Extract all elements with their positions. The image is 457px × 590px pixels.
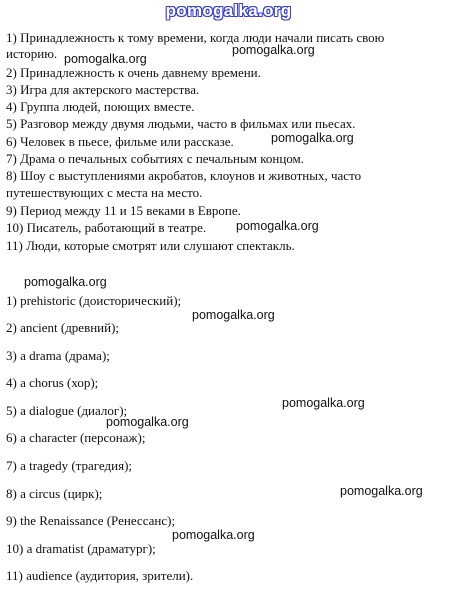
answer-line-5: 5) a dialogue (диалог); bbox=[6, 403, 128, 418]
answer-line-6: 6) a character (персонаж); bbox=[6, 430, 146, 445]
definition-line-6: 6) Человек в пьесе, фильме или рассказе. bbox=[6, 134, 234, 149]
definition-line-8: 8) Шоу с выступлениями акробатов, клоунов и животных, часто bbox=[6, 168, 362, 183]
watermark: pomogalka.org bbox=[64, 52, 147, 66]
watermark: pomogalka.org bbox=[232, 43, 315, 57]
watermark: pomogalka.org bbox=[106, 415, 189, 429]
definition-line-3: 3) Игра для актерского мастерства. bbox=[6, 82, 200, 97]
definition-line-9: 9) Период между 11 и 15 веками в Европе. bbox=[6, 203, 241, 218]
definition-line-2: 2) Принадлежность к очень давнему времени. bbox=[6, 65, 261, 80]
answer-line-11: 11) audience (аудитория, зрители). bbox=[6, 568, 194, 583]
watermark: pomogalka.org bbox=[236, 219, 319, 233]
answer-line-4: 4) a chorus (хор); bbox=[6, 375, 99, 390]
answer-line-2: 2) ancient (древний); bbox=[6, 320, 120, 335]
definition-line-5: 5) Разговор между двумя людьми, часто в фильмах или пьесах. bbox=[6, 116, 356, 131]
watermark: pomogalka.org bbox=[340, 484, 423, 498]
watermark: pomogalka.org bbox=[24, 275, 107, 289]
definition-line-7: 7) Драма о печальных событиях с печальным концом. bbox=[6, 151, 305, 166]
definition-line-8-cont: путешествующих с места на место. bbox=[6, 185, 203, 200]
definition-line-10: 10) Писатель, работающий в театре. bbox=[6, 220, 207, 235]
answer-line-1: 1) prehistoric (доисторический); bbox=[6, 293, 182, 308]
answer-line-3: 3) a drama (драма); bbox=[6, 348, 110, 363]
definition-line-11: 11) Люди, которые смотрят или слушают спектакль. bbox=[6, 238, 295, 253]
watermark: pomogalka.org bbox=[172, 528, 255, 542]
answer-line-10: 10) a dramatist (драматург); bbox=[6, 541, 156, 556]
answer-line-8: 8) a circus (цирк); bbox=[6, 486, 103, 501]
answer-line-7: 7) a tragedy (трагедия); bbox=[6, 458, 133, 473]
watermark: pomogalka.org bbox=[282, 396, 365, 410]
definition-line-1: 1) Принадлежность к тому времени, когда люди начали писать свою bbox=[6, 30, 385, 45]
definition-line-1-cont: историю. bbox=[6, 46, 58, 61]
watermark: pomogalka.org bbox=[271, 131, 354, 145]
site-logo-header: pomogalka.org bbox=[165, 1, 292, 20]
answer-line-9: 9) the Renaissance (Ренессанс); bbox=[6, 513, 176, 528]
watermark: pomogalka.org bbox=[192, 308, 275, 322]
definition-line-4: 4) Группа людей, поющих вместе. bbox=[6, 99, 195, 114]
